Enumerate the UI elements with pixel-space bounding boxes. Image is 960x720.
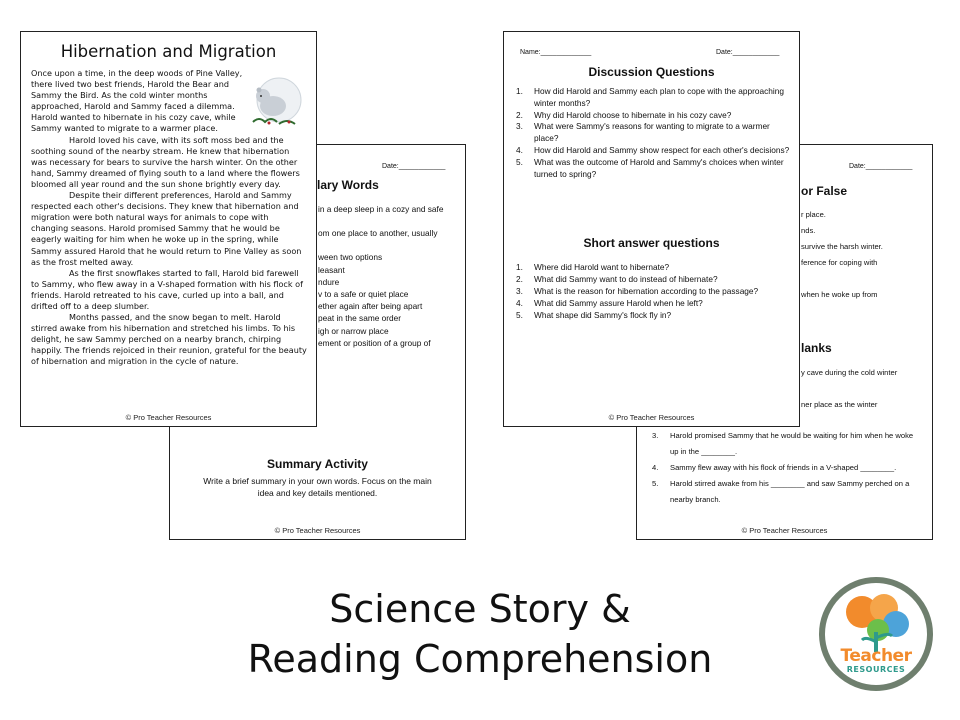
definition-line: leasant [318,264,345,275]
list-item: 4. What did Sammy assure Harold when he left? [516,298,703,308]
true-false-title: or False [801,184,848,198]
date-label: Date:____________ [849,163,913,170]
blank-line: ner place as the winter [801,400,878,409]
blank-line: y cave during the cold winter [801,368,898,377]
statement-line: survive the harsh winter. [801,242,883,251]
questions-worksheet [503,31,800,427]
story-paragraph: As the first snowflakes started to fall, Harold bid farewell to Sammy, who flew away in a V-shaped formation with his flock of friends. Harold retreated to his cave, curled up into a ball, and drifted off to a deep slumber. [31,267,303,311]
date-label: Date:____________ [382,163,446,170]
fill-blanks-partial [801,365,933,413]
story-worksheet [20,31,317,427]
list-item: 3. Harold promised Sammy that he would be waiting for him when he woke up in the ________. [652,431,914,456]
vocabulary-title: lary Words [317,178,379,192]
definition-line: peat in the same order [318,313,402,324]
logo-word-teacher: Teacher [840,646,912,666]
date-label: Date:____________ [716,49,780,56]
statement-line: when he woke up from [801,290,878,299]
logo-word-resources: RESOURCES [846,665,906,674]
summary-text: Write a brief summary in your own words. Focus on the main idea and key details mentioned. [203,476,432,498]
short-answer-list [516,261,794,321]
definition-line: ndure [318,276,340,287]
fill-blanks-list [652,428,922,508]
list-item: 1. How did Harold and Sammy each plan to cope with the approaching winter months? [516,86,784,108]
list-item: 4. Sammy flew away with his flock of friends in a V-shaped ________. [652,463,897,472]
statement-line: r place. [801,210,826,219]
definition-line: igh or narrow place [318,325,389,336]
list-item: 5. What shape did Sammy's flock fly in? [516,310,672,320]
definition-line: ement or position of a group of [318,337,431,348]
short-answer-title: Short answer questions [583,236,720,250]
statement-line: nds. [801,226,816,235]
discussion-title: Discussion Questions [588,65,715,79]
name-label: Name:_____________ [520,49,592,56]
story-paragraph: Months passed, and the snow began to melt. Harold stirred awake from his hibernation and stretched his limbs. To his delight, he saw Sammy perched on a nearby branch, chirping happily. The friends rejoiced in their reunion, grateful for the beauty of hibernation and migration in the cycle of nature. [31,312,307,367]
list-item: 4. How did Harold and Sammy show respect for each other's decisions? [516,144,790,155]
list-item: 3. What were Sammy's reasons for wanting to migrate to a warmer place? [516,121,770,144]
story-title: Hibernation and Migration [60,42,277,61]
list-item: 5. Harold stirred awake from his ________ and saw Sammy perched on a nearby branch. [652,479,910,504]
fill-blanks-title: lanks [801,341,832,355]
sheet-footer: © Pro Teacher Resources [741,526,828,535]
story-text [31,68,307,368]
definition-line: v to a safe or quiet place [318,289,409,300]
definition-line: om one place to another, usually [318,228,438,239]
sheet-footer: © Pro Teacher Resources [608,413,695,422]
story-paragraph: Harold loved his cave, with its soft moss bed and the soothing sound of the nearby stream. He knew that hibernation was necessary for bears to survive the harsh winter. On the other hand, Sammy dreamed of flying south to a land where the flowers bloomed all year round and the sun shone brightly every day. [31,134,300,189]
list-item: 1. Where did Harold want to hibernate? [516,262,670,272]
list-item: 2. What did Sammy want to do instead of hibernate? [516,274,718,284]
sheet-footer: © Pro Teacher Resources [274,526,361,535]
summary-title: Summary Activity [267,457,368,471]
list-item: 3. What is the reason for hibernation according to the passage? [516,286,759,296]
story-paragraph: Once upon a time, in the deep woods of Pine Valley, there lived two best friends, Harold the Bear and Sammy the Bird. As the cold winter months approached, Harold and Sammy faced a dilemma. Harold wanted to hibernate in his cozy cave, while Sammy wanted to migrate to a warmer place. [31,68,243,134]
definition-line: ween two options [318,252,383,263]
story-paragraph: Despite their different preferences, Harold and Sammy respected each other's decisions. They knew that hibernation and migration were both natural ways for animals to cope with changing seasons. Harold promised Sammy that he would be eagerly waiting for him when he woke up in the spring, while Sammy assured Harold that he would return to Pine Valley as soon as the frost melted away. [31,190,302,267]
list-item: 2. Why did Harold choose to hibernate in his cozy cave? [516,109,732,120]
caption-line-1: Science Story & [329,587,631,631]
definition-line: in a deep sleep in a cozy and safe [318,204,444,214]
true-false-statements [801,207,933,303]
statement-line: ference for coping with [801,258,878,267]
sheet-footer: © Pro Teacher Resources [125,413,212,422]
list-item: 5. What was the outcome of Harold and Sammy's choices when winter turned to spring? [516,156,784,179]
caption-line-2: Reading Comprehension [247,637,713,681]
vocabulary-definitions [318,203,466,349]
teacher-resources-logo [818,576,934,692]
definition-line: ether again after being apart [318,301,423,312]
discussion-list [516,86,794,180]
